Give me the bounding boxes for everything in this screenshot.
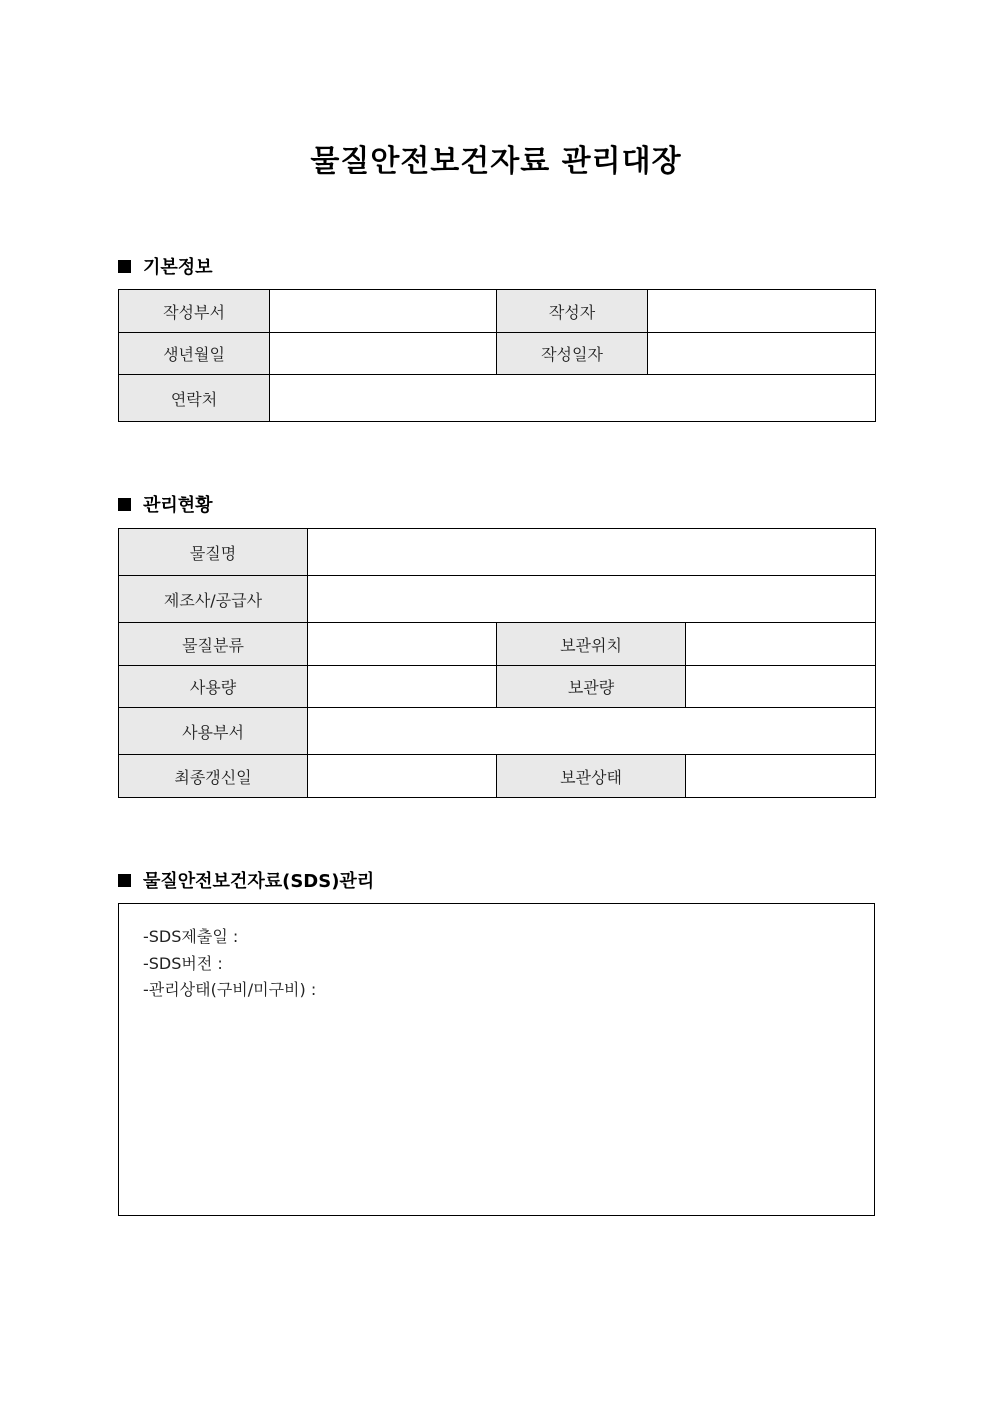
writer-label: 작성자 — [497, 290, 648, 333]
storage-status-label: 보관상태 — [497, 755, 686, 798]
document-title: 물질안전보건자료 관리대장 — [310, 144, 682, 179]
date-label: 작성일자 — [497, 333, 648, 375]
birth-field[interactable] — [270, 333, 497, 375]
section-heading-label: 관리현황 — [143, 495, 213, 516]
section-heading-sds — [118, 867, 374, 893]
section-heading-management — [118, 491, 213, 517]
square-bullet-icon — [118, 260, 131, 273]
category-label: 물질분류 — [119, 623, 308, 666]
usage-field[interactable] — [308, 666, 497, 708]
last-update-field[interactable] — [308, 755, 497, 798]
usage-label: 사용량 — [119, 666, 308, 708]
material-name-field[interactable] — [308, 529, 876, 576]
date-field[interactable] — [648, 333, 876, 375]
use-dept-field[interactable] — [308, 708, 876, 755]
section-heading-label: 기본정보 — [143, 257, 213, 278]
maker-label: 제조사/공급사 — [119, 576, 308, 623]
square-bullet-icon — [118, 874, 131, 887]
maker-field[interactable] — [308, 576, 876, 623]
basic-info-table — [118, 289, 876, 422]
storage-status-field[interactable] — [686, 755, 876, 798]
sds-status-line: -관리상태(구비/미구비) : — [143, 980, 317, 999]
category-field[interactable] — [308, 623, 497, 666]
birth-label: 생년월일 — [119, 333, 270, 375]
management-table — [118, 528, 876, 798]
sds-notes-box[interactable] — [118, 903, 875, 1216]
material-name-label: 물질명 — [119, 529, 308, 576]
use-dept-label: 사용부서 — [119, 708, 308, 755]
sds-version-line: -SDS버전 : — [143, 953, 223, 973]
last-update-label: 최종갱신일 — [119, 755, 308, 798]
square-bullet-icon — [118, 498, 131, 511]
dept-label: 작성부서 — [119, 290, 270, 333]
storage-amount-label: 보관량 — [497, 666, 686, 708]
sds-notes-lines — [143, 924, 316, 1004]
location-field[interactable] — [686, 623, 876, 666]
writer-field[interactable] — [648, 290, 876, 333]
contact-label: 연락처 — [119, 375, 270, 422]
section-heading-label: 물질안전보건자료(SDS)관리 — [143, 871, 375, 892]
sds-submit-date-line: -SDS제출일 : — [143, 927, 239, 946]
storage-amount-field[interactable] — [686, 666, 876, 708]
section-heading-basic-info — [118, 253, 213, 279]
dept-field[interactable] — [270, 290, 497, 333]
contact-field[interactable] — [270, 375, 876, 422]
location-label: 보관위치 — [497, 623, 686, 666]
